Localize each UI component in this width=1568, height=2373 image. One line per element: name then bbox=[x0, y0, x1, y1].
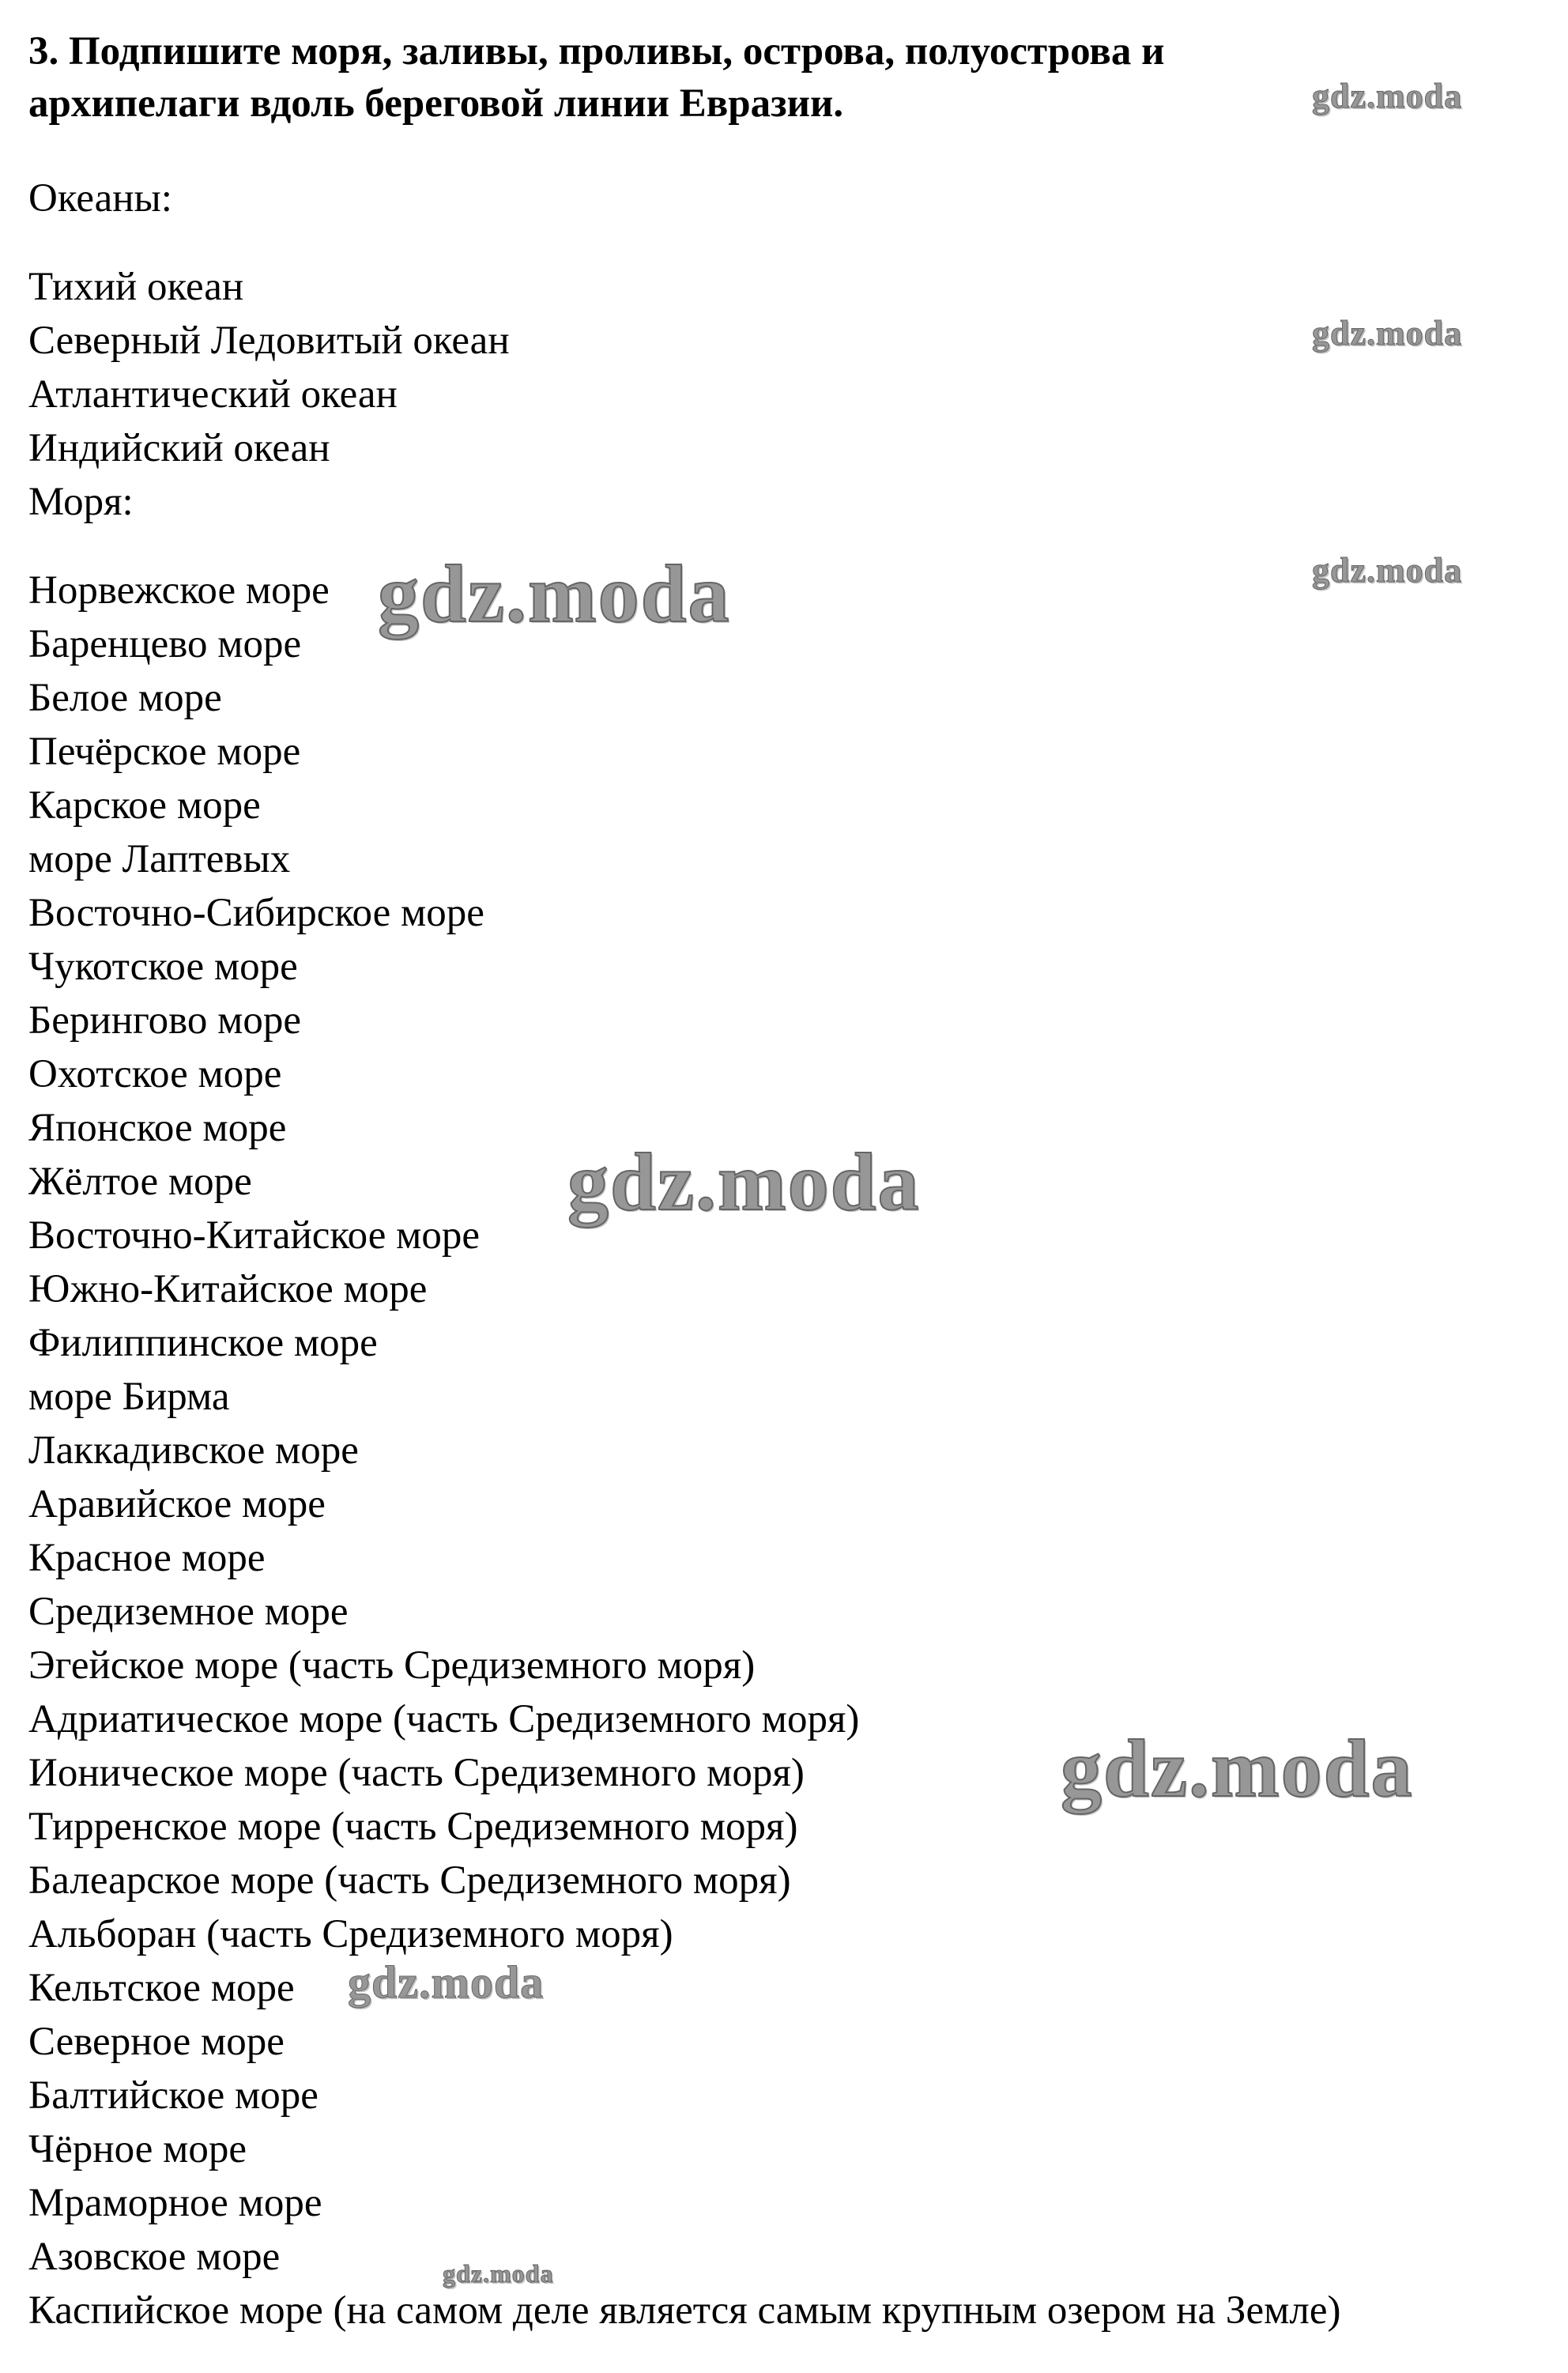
watermark: gdz.moda bbox=[378, 549, 731, 639]
sea-item: Азовское море bbox=[28, 2235, 281, 2279]
seas-heading: Моря: bbox=[28, 480, 134, 524]
sea-item: Южно-Китайское море bbox=[28, 1267, 428, 1311]
sea-item: Балеарское море (часть Средиземного моря) bbox=[28, 1858, 791, 1903]
sea-item: Красное море bbox=[28, 1536, 266, 1580]
sea-item: Восточно-Китайское море bbox=[28, 1213, 481, 1258]
oceans-heading: Океаны: bbox=[28, 176, 172, 221]
sea-item: Охотское море bbox=[28, 1052, 282, 1096]
sea-item: Печёрское море bbox=[28, 730, 301, 774]
task-title-line-2: архипелаги вдоль береговой линии Евразии. bbox=[28, 81, 844, 126]
sea-item: Альборан (часть Средиземного моря) bbox=[28, 1912, 673, 1956]
sea-item: Ионическое море (часть Средиземного моря) bbox=[28, 1751, 805, 1795]
watermark: gdz.moda bbox=[1061, 1723, 1414, 1814]
sea-item: Филиппинское море bbox=[28, 1321, 378, 1365]
sea-item: Средиземное море bbox=[28, 1590, 349, 1634]
ocean-item: Северный Ледовитый океан bbox=[28, 319, 510, 363]
sea-item: Балтийское море bbox=[28, 2073, 318, 2118]
ocean-item: Атлантический океан bbox=[28, 372, 398, 417]
sea-item: Японское море bbox=[28, 1106, 287, 1150]
watermark: gdz.moda bbox=[348, 1956, 545, 2008]
sea-item: Жёлтое море bbox=[28, 1160, 252, 1204]
sea-item: Берингово море bbox=[28, 998, 302, 1043]
sea-item: Лаккадивское море bbox=[28, 1428, 359, 1473]
watermark: gdz.moda bbox=[1312, 314, 1463, 353]
sea-item: Каспийское море (на самом деле является самым крупным озером на Земле) bbox=[28, 2288, 1341, 2333]
watermark: gdz.moda bbox=[443, 2259, 554, 2288]
sea-item: Баренцево море bbox=[28, 622, 302, 666]
sea-item: море Бирма bbox=[28, 1375, 230, 1419]
sea-item: Аравийское море bbox=[28, 1482, 326, 1526]
ocean-item: Индийский океан bbox=[28, 426, 330, 470]
task-title bbox=[28, 25, 1530, 130]
sea-item: Чёрное море bbox=[28, 2127, 247, 2171]
sea-item: Норвежское море bbox=[28, 568, 330, 613]
sea-item: Белое море bbox=[28, 676, 222, 720]
sea-item: Тирренское море (часть Средиземного моря) bbox=[28, 1805, 798, 1849]
sea-item: Восточно-Сибирское море bbox=[28, 891, 484, 935]
sea-item: Мраморное море bbox=[28, 2181, 322, 2225]
task-title-line-1: 3. Подпишите моря, заливы, проливы, острова, полуострова и bbox=[28, 29, 1165, 74]
sea-item: Кельтское море bbox=[28, 1966, 295, 2010]
ocean-item: Тихий океан bbox=[28, 265, 244, 309]
sea-item: Карское море bbox=[28, 783, 261, 828]
watermark: gdz.moda bbox=[567, 1137, 921, 1228]
sea-item: Эгейское море (часть Средиземного моря) bbox=[28, 1643, 756, 1688]
sea-item: Адриатическое море (часть Средиземного моря) bbox=[28, 1697, 860, 1741]
sea-item: море Лаптевых bbox=[28, 837, 291, 881]
watermark: gdz.moda bbox=[1312, 77, 1463, 115]
sea-item: Чукотское море bbox=[28, 945, 298, 989]
sea-item: Северное море bbox=[28, 2020, 285, 2064]
watermark: gdz.moda bbox=[1312, 551, 1463, 590]
